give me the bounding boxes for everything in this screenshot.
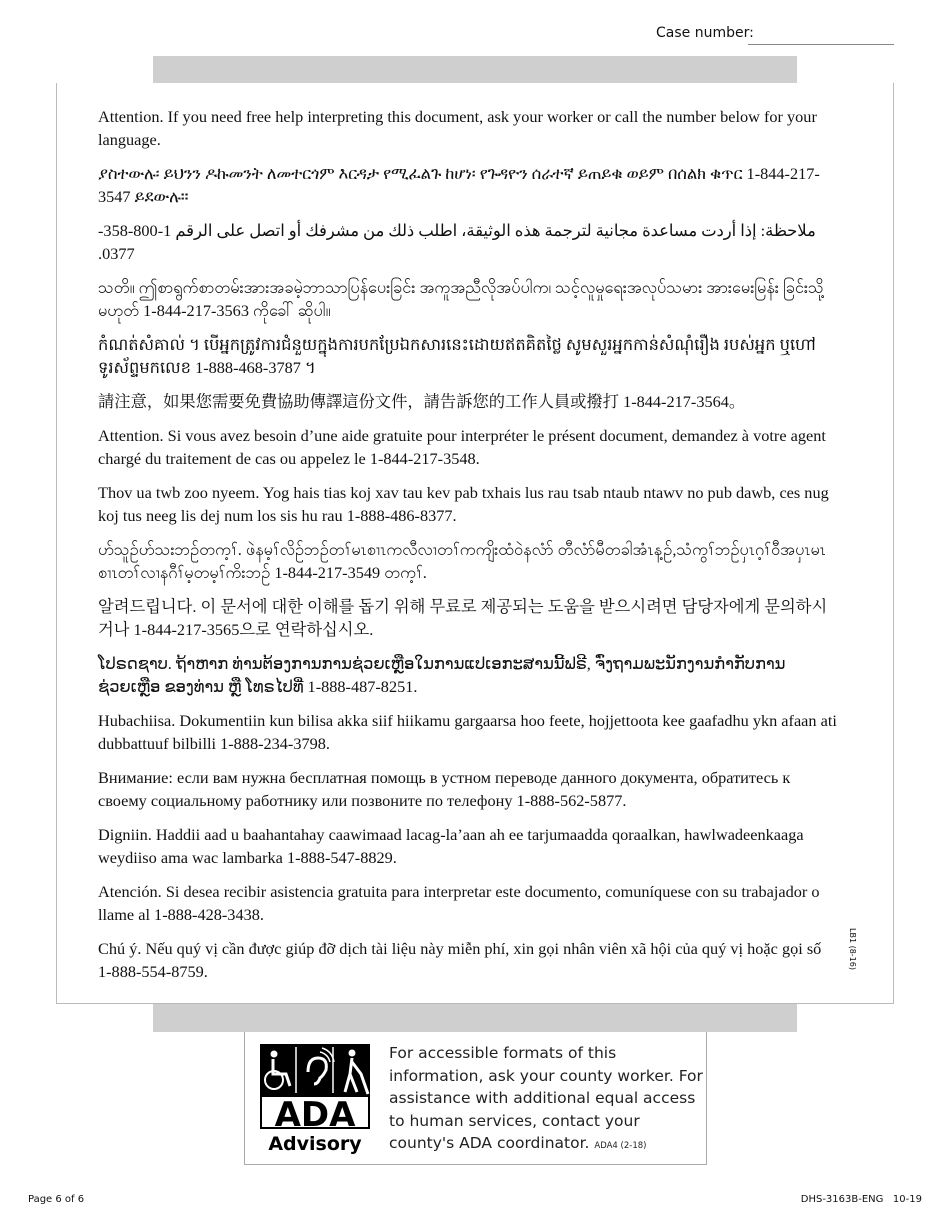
form-id: DHS-3163B-ENG 10-19	[800, 1194, 922, 1205]
page-number: Page 6 of 6	[28, 1194, 85, 1205]
language-notice: Atención. Si desea recibir asistencia gratuita para interpretar este documento, comuníquese con su trabajador o llame al 1-888-428-3438.	[98, 882, 820, 924]
language-notice: Attention. If you need free help interpreting this document, ask your worker or call the number below for your language.	[98, 107, 817, 149]
language-notice: ဟ်သူဉ်ဟ်သးဘဉ်တက့ၢ်. ဖဲနမ့ၢ်လိဉ်ဘဉ်တၢ်မၤစၢၤကလီလၢတၢ်ကကျိးထံဝဲနလံာ် တီလံာ်မီတခါအံၤန့ဉ်,သံကွၢ်ဘဉ်ပှၤဂ့ၢ်ဝီအပှၤမၤစၢၤတၢ်လၢနဂီၢ်မ့တမ့ၢ်ကိးဘဉ် 1-844-217-3549 တက့ၢ်.	[98, 540, 826, 582]
case-number-label: Case number:	[656, 25, 754, 41]
side-code: LB1 (8-16)	[848, 928, 857, 970]
language-notice: Digniin. Haddii aad u baahantahay caawimaad lacag-la’aan ah ee tarjumaadda qoraalkan, hawlwadeenkaaga weydiiso ama wac lambarka 1-888-547-8829.	[98, 825, 804, 867]
language-notice: ያስተውሉ፡ ይህንን ዶኩመንት ለመተርጎም እርዳታ የሚፈልጉ ከሆነ፡ የጉዳዮን ሰራተኛ ይጠይቁ ወይም በሰልክ ቁጥር 1-844-217-3547 ይደውሉ።	[98, 164, 820, 206]
case-number-field[interactable]	[748, 44, 894, 45]
bottom-gray-band	[153, 1004, 797, 1032]
ada-code: ADA4 (2-18)	[594, 1141, 647, 1151]
language-notices-box	[56, 83, 894, 1004]
language-notice: 請注意，如果您需要免費協助傳譯這份文件，請告訴您的工作人員或撥打 1-844-217-3564。	[98, 392, 746, 411]
language-notice: 알려드립니다. 이 문서에 대한 이해를 돕기 위해 무료로 제공되는 도움을 받으시려면 담당자에게 문의하시거나 1-844-217-3565으로 연락하십시오.	[98, 597, 828, 639]
logo-advisory-text: Advisory	[268, 1133, 362, 1154]
ada-advisory-logo	[260, 1044, 370, 1154]
language-notice: ໂປຣດຊາບ. ຖ້າຫາກ ທ່ານຕ້ອງການການຊ່ວຍເຫຼືອໃນການແປເອກະສານນີ້ຟຣີ, ຈົ່ງຖາມພະນັກງານກໍາກັບການຊ່ວຍເຫຼືອ ຂອງທ່ານ ຫຼື ໂທຣໄປທີ່ 1-888-487-8251.	[98, 654, 786, 696]
language-notice: Hubachiisa. Dokumentiin kun bilisa akka siif hiikamu gargaarsa hoo feete, hojjettoota kee gaafadhu ykn afaan ati dubbattuuf bilbilli 1-888-234-3798.	[98, 711, 837, 753]
language-notice: Внимание: если вам нужна бесплатная помощь в устном переводе данного документа, обратитесь к своему социальному работнику или позвоните по телефону 1-888-562-5877.	[98, 768, 791, 810]
logo-ada-text: ADA	[274, 1095, 356, 1135]
language-notice: ملاحظة: إذا أردت مساعدة مجانية لترجمة هذه الوثيقة، اطلب ذلك من مشرفك أو اتصل على الرقم 1-800-358-0377.	[98, 221, 816, 263]
language-notice: Thov ua twb zoo nyeem. Yog hais tias koj xav tau kev pab txhais lus rau tsab ntaub ntawv no pub dawb, ces nug koj tus neeg lis dej num los sis hu rau 1-888-486-8377.	[98, 483, 829, 525]
ada-info-text	[389, 1042, 706, 1158]
ada-text: For accessible formats of this information, ask your county worker. For assistance with additional equal access to human services, contact your county's ADA coordinator.	[389, 1044, 703, 1152]
ada-advisory-box	[244, 1032, 707, 1165]
language-notice: Chú ý. Nếu quý vị cần được giúp đỡ dịch tài liệu này miễn phí, xin gọi nhân viên xã hội của quý vị hoặc gọi số 1-888-554-8759.	[98, 939, 822, 981]
language-notice: កំណត់សំគាល់ ។ បើអ្នកត្រូវការជំនួយក្នុងការបកប្រែឯកសារនេះដោយឥតគិតថ្លៃ សូមសួរអ្នកកាន់សំណុំរឿង របស់អ្នក ឬហៅទូរស័ព្ទមកលេខ 1-888-468-3787 ។	[98, 335, 816, 377]
top-gray-band	[153, 56, 797, 83]
language-notice: သတိ။ ဤစာရွက်စာတမ်းအားအခမဲ့ဘာသာပြန်ပေးခြင်း အကူအညီလိုအပ်ပါက၊ သင့်လူမှုရေးအလုပ်သမား အားမေးမြန်း ခြင်းသို့ မဟုတ် 1-844-217-3563 ကိုခေါ် ဆိုပါ။	[98, 278, 824, 320]
language-notice: Attention. Si vous avez besoin d’une aide gratuite pour interpréter le présent document, demandez à votre agent chargé du traitement de cas ou appelez le 1-844-217-3548.	[98, 426, 826, 468]
